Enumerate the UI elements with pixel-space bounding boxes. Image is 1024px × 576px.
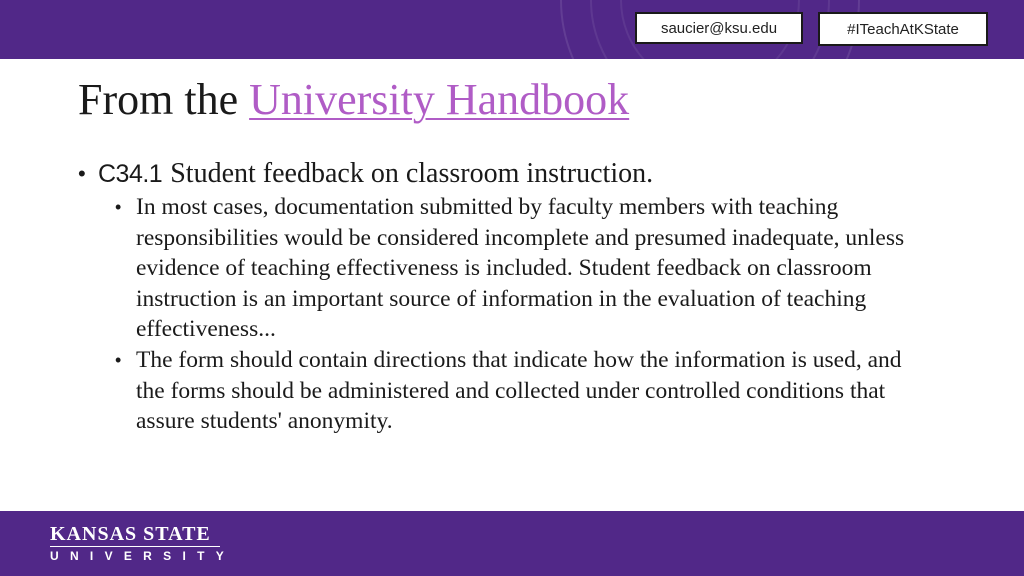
sub-bullet-icon: • (115, 349, 122, 370)
slide-title (78, 74, 629, 125)
bullet-icon: • (78, 161, 86, 186)
logo-line-1: KANSAS STATE (50, 523, 211, 545)
bullet-text: Student feedback on classroom instruction. (170, 158, 654, 189)
bullet-item (78, 156, 958, 192)
title-prefix: From the (78, 75, 250, 124)
kansas-state-logo (50, 523, 235, 562)
sub-bullet-icon: • (115, 197, 122, 217)
logo-line-2: UNIVERSITY (50, 549, 236, 563)
slide-body (78, 156, 958, 437)
sub-bullet-item (115, 192, 958, 345)
hashtag-tag: #ITeachAtKState (818, 12, 988, 46)
footer-banner (0, 511, 1024, 576)
bullet-content (98, 156, 653, 192)
email-tag: saucier@ksu.edu (635, 12, 803, 44)
top-banner (0, 0, 1024, 59)
logo-divider (50, 546, 220, 547)
university-handbook-link[interactable]: University Handbook (249, 75, 630, 124)
sub-bullet-item (115, 345, 958, 437)
sub-bullet-text: The form should contain directions that indicate how the information is used, and the forms should be administered and collected under controlled conditions that assure students' anonymity. (136, 346, 902, 435)
section-code: C34.1 (98, 160, 163, 188)
sub-bullet-text: In most cases, documentation submitted by faculty members with teaching responsibilities would be considered incomplete and presumed inadequate, unless evidence of teaching effectiveness is included. Student feedback on classroom instruction is an important source of information in the evaluation of teaching effectiveness... (136, 194, 905, 343)
